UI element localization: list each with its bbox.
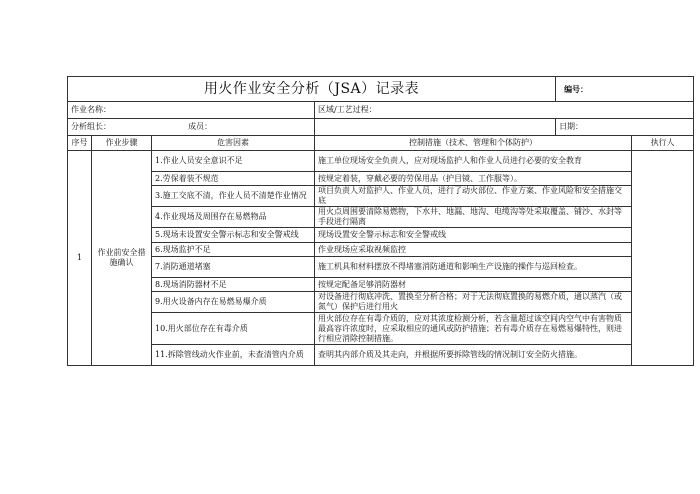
header-step: 作业步骤 xyxy=(92,136,152,151)
step-cell: 作业前安全措施确认 xyxy=(92,151,152,366)
hazard-cell: 3.施工交底不清，作业人员不清楚作业情况 xyxy=(152,186,315,207)
header-hazard: 危害因素 xyxy=(152,136,315,151)
jsa-record-sheet xyxy=(67,76,693,366)
measure-cell: 按规定着装，穿戴必要的劳保用品（护目镜、工作服等）。 xyxy=(315,172,632,186)
hazard-cell: 4.作业现场及周围存在易燃物品 xyxy=(152,207,315,228)
seq-cell: 1 xyxy=(68,151,92,366)
measure-cell: 用火点周围要清除易燃物，下水井、地漏、地沟、电缆沟等处采取覆盖、铺沙、水封等手段进行隔离 xyxy=(315,207,632,228)
measure-cell: 按规定配备足够消防器材 xyxy=(315,278,632,292)
measure-cell: 项目负责人对监护人、作业人员，进行了动火部位、作业方案、作业风险和安全措施交底 xyxy=(315,186,632,207)
job-name-label: 作业名称： xyxy=(68,102,315,119)
jsa-table xyxy=(67,76,694,366)
members-label: 成员： xyxy=(188,122,213,131)
measure-cell: 查明其内部介质及其走向，并根据所要拆除管线的情况制订安全防火措施。 xyxy=(315,345,632,366)
header-measure: 控制措施（技术、管理和个体防护） xyxy=(315,136,632,151)
executor-cell xyxy=(632,151,694,366)
hazard-cell: 9.用火设备内存在易燃易爆介质 xyxy=(152,292,315,313)
page-title: 用火作业安全分析（JSA）记录表 xyxy=(68,77,556,102)
hazard-cell: 2.劳保着装不规范 xyxy=(152,172,315,186)
hazard-cell: 10.用火部位存在有毒介质 xyxy=(152,313,315,345)
measure-cell: 施工机具和材料摆放不得堵塞消防通道和影响生产设施的操作与巡回检查。 xyxy=(315,257,632,278)
hazard-cell: 11.拆除管线动火作业前，未查清管内介质 xyxy=(152,345,315,366)
header-executor: 执行人 xyxy=(632,136,694,151)
hazard-cell: 5.现场未设置安全警示标志和安全警戒线 xyxy=(152,228,315,243)
date-label: 日期： xyxy=(556,119,694,136)
measure-cell: 对设备进行彻底冲洗、置换至分析合格；对于无法彻底置换的易燃介质，通以蒸汽（或氮气）保护后进行用火 xyxy=(315,292,632,313)
measure-cell: 施工单位现场安全负责人，应对现场监护人和作业人员进行必要的安全教育 xyxy=(315,151,632,172)
hazard-cell: 7.消防通道堵塞 xyxy=(152,257,315,278)
blank-cell xyxy=(315,119,556,136)
measure-cell: 用火部位存在有毒介质的，应对其浓度检测分析，若含量超过该空间内空气中有害物质最高容许浓度时，应采取相应的通风或防护措施；若有毒介质存在易燃易爆特性，则进行相应消除控制措施。 xyxy=(315,313,632,345)
hazard-cell: 6.现场监护不足 xyxy=(152,243,315,257)
measure-cell: 作业现场应采取视频监控 xyxy=(315,243,632,257)
header-seq: 序号 xyxy=(68,136,92,151)
measure-cell: 现场设置安全警示标志和安全警戒线 xyxy=(315,228,632,243)
hazard-cell: 8.现场消防器材不足 xyxy=(152,278,315,292)
hazard-cell: 1.作业人员安全意识不足 xyxy=(152,151,315,172)
area-label: 区域/工艺过程： xyxy=(315,102,694,119)
leader-members-cell xyxy=(68,119,315,136)
number-label: 编号： xyxy=(556,77,694,102)
leader-label: 分析组长： xyxy=(71,122,111,131)
